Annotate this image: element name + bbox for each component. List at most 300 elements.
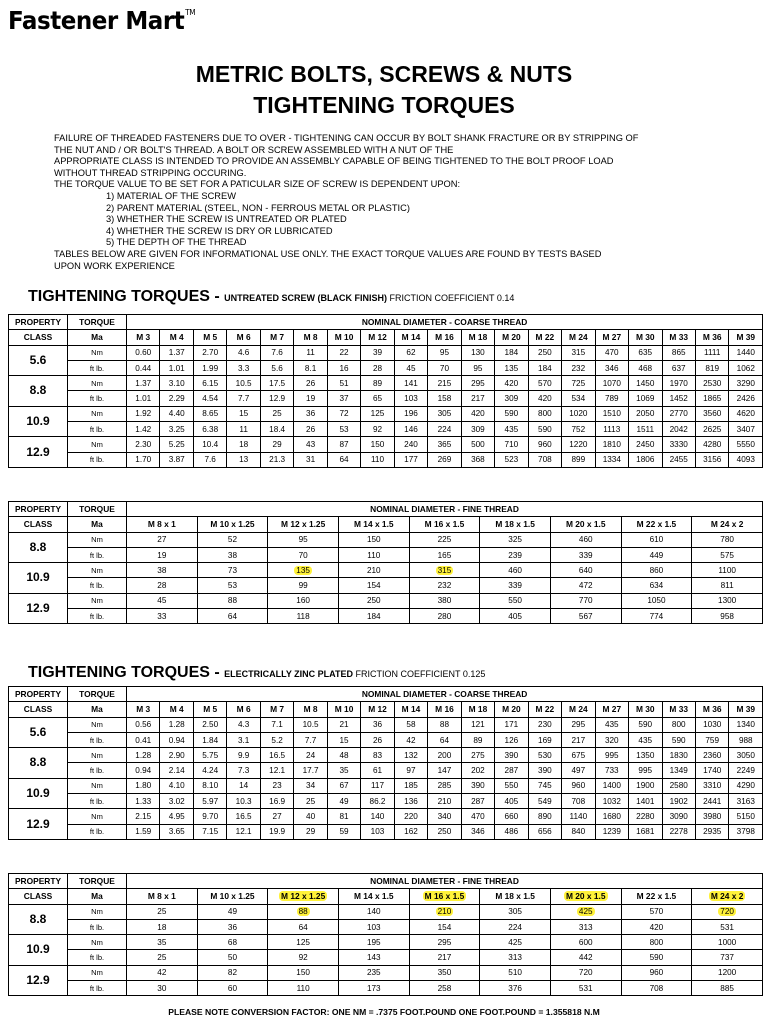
torque-value — [629, 824, 662, 839]
torque-value-text: 550 — [504, 781, 519, 791]
torque-value — [729, 763, 763, 778]
torque-value-text: 472 — [578, 581, 593, 591]
unit-label: Nm — [68, 563, 127, 578]
torque-value — [692, 919, 763, 934]
unit-label: Nm — [68, 532, 127, 547]
torque-value-text: 5.25 — [168, 440, 185, 450]
torque-value — [193, 345, 226, 360]
property-class: 5.6 — [9, 345, 68, 376]
torque-value — [193, 778, 226, 793]
torque-value — [461, 422, 494, 437]
torque-value-text: 40 — [306, 812, 316, 822]
torque-value-text: 33 — [157, 611, 167, 621]
torque-value-text: 1.37 — [168, 348, 185, 358]
table-row — [9, 547, 763, 562]
torque-value — [629, 732, 662, 747]
torque-value-text: 368 — [471, 455, 485, 465]
torque-value — [595, 778, 628, 793]
torque-value-text: 117 — [370, 781, 385, 791]
torque-value — [595, 748, 628, 763]
torque-value-text: 118 — [296, 611, 310, 621]
torque-value-text: 958 — [720, 611, 734, 621]
torque-value-text: 710 — [504, 440, 519, 450]
header-ma: Ma — [68, 517, 127, 532]
header-property: PROPERTY — [9, 315, 68, 330]
torque-value — [692, 904, 763, 919]
torque-value — [327, 406, 360, 421]
torque-value — [197, 935, 268, 950]
torque-value — [428, 452, 461, 467]
torque-value — [260, 717, 293, 732]
torque-value — [562, 809, 595, 824]
torque-value-text: 130 — [471, 348, 485, 358]
size-label: M 8 — [303, 703, 318, 714]
torque-value — [127, 406, 160, 421]
torque-value-text: 27 — [272, 812, 282, 822]
torque-value-text: 1680 — [602, 812, 621, 822]
torque-value-text: 460 — [578, 535, 593, 545]
size-header — [294, 330, 327, 345]
torque-value — [562, 732, 595, 747]
torque-value — [629, 422, 662, 437]
torque-value — [260, 345, 293, 360]
torque-value — [160, 732, 193, 747]
torque-value-text: 110 — [296, 983, 310, 993]
torque-value — [480, 950, 551, 965]
torque-value — [695, 422, 728, 437]
intro-line: THE NUT AND / OR BOLT'S THREAD. A BOLT OR SCREW ASSEMBLED WITH A NUT OF THE — [54, 144, 454, 155]
torque-value — [621, 950, 692, 965]
torque-value-text: 275 — [471, 750, 485, 760]
torque-value-text: 780 — [720, 535, 734, 545]
torque-value — [160, 391, 193, 406]
torque-value-text: 36 — [227, 922, 238, 932]
size-header — [662, 702, 695, 717]
torque-value-text: 549 — [538, 796, 552, 806]
torque-value — [621, 935, 692, 950]
torque-value-text: 865 — [671, 348, 686, 358]
torque-value-text: 5150 — [736, 812, 755, 822]
torque-value-text: 3798 — [736, 827, 755, 837]
torque-value-text: 287 — [471, 796, 485, 806]
table-row — [9, 437, 763, 452]
torque-value-text: 708 — [649, 983, 664, 993]
torque-value — [409, 904, 480, 919]
torque-value — [480, 919, 551, 934]
property-class: 8.8 — [9, 904, 68, 935]
torque-value — [361, 422, 394, 437]
torque-value-text: 531 — [720, 922, 734, 932]
torque-value — [662, 794, 695, 809]
torque-value-text: 4.3 — [237, 720, 250, 730]
torque-value-text: 95 — [298, 535, 308, 545]
torque-value-text: 51 — [339, 378, 349, 388]
size-header — [621, 889, 692, 904]
table-row — [9, 950, 763, 965]
torque-value — [692, 950, 763, 965]
torque-value — [268, 532, 339, 547]
torque-value-text: 7.15 — [202, 827, 219, 837]
torque-value-text: 103 — [404, 394, 418, 404]
torque-value-text: 30 — [157, 983, 167, 993]
torque-value-text: 250 — [366, 596, 381, 606]
torque-value-text: 4.10 — [168, 781, 185, 791]
property-class: 10.9 — [9, 778, 68, 809]
torque-value-text: 4.54 — [202, 394, 219, 404]
torque-value-text: 195 — [366, 937, 381, 947]
torque-value — [595, 376, 628, 391]
torque-value — [260, 794, 293, 809]
table-row — [9, 763, 763, 778]
size-label: M 16 — [435, 331, 454, 342]
intro-line: WITHOUT THREAD STRIPPING OCCURING. — [54, 167, 247, 178]
torque-value-text: 1.33 — [135, 796, 152, 806]
torque-value-text: 196 — [404, 409, 418, 419]
torque-value — [361, 778, 394, 793]
torque-value-text: 4620 — [736, 409, 755, 419]
torque-value-text: 575 — [720, 550, 734, 560]
size-header — [495, 330, 528, 345]
torque-value — [160, 437, 193, 452]
torque-value — [160, 824, 193, 839]
torque-value-text: 150 — [366, 535, 381, 545]
torque-value-text: 89 — [372, 378, 383, 388]
torque-value — [294, 732, 327, 747]
torque-value — [193, 422, 226, 437]
torque-value-text: 4.6 — [237, 348, 250, 358]
torque-value — [127, 452, 160, 467]
torque-value-text: 305 — [437, 409, 452, 419]
torque-value-text: 4.95 — [168, 812, 185, 822]
torque-value-text: 313 — [508, 953, 522, 963]
size-label: M 5 — [203, 331, 218, 342]
torque-value — [629, 763, 662, 778]
torque-value-text: 27 — [157, 535, 167, 545]
torque-value — [160, 360, 193, 375]
torque-value — [562, 778, 595, 793]
torque-value-text: 99 — [298, 581, 308, 591]
torque-value — [294, 437, 327, 452]
header-ma: Ma — [68, 702, 127, 717]
torque-value — [528, 437, 561, 452]
torque-value-text: 150 — [370, 440, 385, 450]
torque-value-text: 8.1 — [304, 363, 317, 373]
torque-value-text: 759 — [705, 735, 720, 745]
torque-value — [227, 794, 260, 809]
torque-value-text: 37 — [339, 394, 349, 404]
torque-value — [480, 904, 551, 919]
torque-value — [361, 824, 394, 839]
torque-value-text: 146 — [404, 424, 418, 434]
torque-value — [595, 794, 628, 809]
property-class: 5.6 — [9, 717, 68, 748]
torque-value — [327, 763, 360, 778]
torque-value — [260, 360, 293, 375]
torque-value — [461, 763, 494, 778]
torque-value — [729, 376, 763, 391]
size-label: M 8 x 1 — [147, 890, 176, 901]
torque-table-zinc-coarse — [8, 686, 763, 840]
torque-value — [461, 437, 494, 452]
torque-value — [409, 965, 480, 980]
torque-value — [127, 950, 198, 965]
torque-value — [729, 391, 763, 406]
torque-value-text: 25 — [306, 796, 316, 806]
size-header — [461, 330, 494, 345]
torque-value — [294, 717, 327, 732]
torque-value — [361, 748, 394, 763]
torque-value-text: 1300 — [718, 596, 737, 606]
page-title-line2: TIGHTENING TORQUES — [253, 92, 515, 118]
torque-value-text: 17.7 — [302, 766, 319, 776]
torque-value-text: 1.01 — [168, 363, 185, 373]
torque-value-text: 52 — [227, 535, 238, 545]
torque-value-text: 169 — [538, 735, 552, 745]
torque-value-text: 1401 — [636, 796, 655, 806]
torque-value — [338, 950, 409, 965]
torque-value-text: 18.4 — [269, 424, 286, 434]
torque-value-text: 3090 — [669, 812, 688, 822]
torque-value-text: 1000 — [718, 937, 737, 947]
torque-value-text: 590 — [504, 409, 519, 419]
torque-value — [480, 593, 551, 608]
torque-value-text: 800 — [671, 720, 686, 730]
table-row — [9, 748, 763, 763]
torque-value-text: 83 — [372, 750, 383, 760]
torque-value-text: 64 — [339, 455, 349, 465]
torque-value — [562, 824, 595, 839]
torque-value — [629, 437, 662, 452]
torque-value — [495, 406, 528, 421]
torque-value-text: 2426 — [736, 394, 755, 404]
torque-value — [562, 748, 595, 763]
size-header — [227, 702, 260, 717]
torque-value — [428, 376, 461, 391]
property-class: 12.9 — [9, 593, 68, 624]
size-label: M 14 x 1.5 — [354, 518, 394, 529]
torque-value — [227, 763, 260, 778]
torque-value — [528, 422, 561, 437]
torque-value — [127, 609, 198, 624]
torque-value — [327, 452, 360, 467]
torque-value — [662, 763, 695, 778]
torque-value — [692, 981, 763, 996]
torque-value-text: 121 — [471, 720, 485, 730]
size-label: M 16 — [435, 703, 454, 714]
torque-value-text: 405 — [504, 796, 519, 806]
torque-value-text: 0.56 — [135, 720, 152, 730]
torque-value-text: 50 — [227, 953, 238, 963]
intro-line: UPON WORK EXPERIENCE — [54, 260, 175, 271]
torque-table-untreated-fine — [8, 501, 763, 624]
torque-value-text: 23 — [272, 781, 282, 791]
conversion-note: PLEASE NOTE CONVERSION FACTOR: ONE NM = .7375 FOOT.POUND ONE FOOT.POUND = 1.355818 N.M — [168, 1007, 600, 1017]
torque-value-text: 147 — [437, 766, 452, 776]
torque-value — [227, 391, 260, 406]
torque-value — [629, 345, 662, 360]
size-header — [268, 517, 339, 532]
torque-value-text: 10.5 — [302, 720, 319, 730]
torque-value-text: 200 — [437, 750, 452, 760]
torque-value-text: 12.9 — [269, 394, 286, 404]
torque-value-text: 11 — [306, 348, 315, 358]
torque-value — [428, 809, 461, 824]
torque-value — [695, 763, 728, 778]
torque-value — [327, 345, 360, 360]
torque-value — [338, 609, 409, 624]
torque-value-text: 1200 — [718, 968, 737, 978]
torque-value — [550, 950, 621, 965]
torque-value — [268, 919, 339, 934]
torque-value — [562, 452, 595, 467]
torque-value-text: 28 — [372, 363, 383, 373]
torque-value — [327, 391, 360, 406]
torque-value-text: 34 — [306, 781, 316, 791]
torque-value-text: 89 — [473, 735, 483, 745]
torque-value — [127, 437, 160, 452]
torque-value — [550, 593, 621, 608]
size-label: M 6 — [236, 703, 251, 714]
torque-value-text: 3.10 — [168, 378, 185, 388]
torque-value-text: 12.1 — [235, 827, 252, 837]
torque-value-text: 420 — [504, 378, 519, 388]
torque-value-text: 3.25 — [168, 424, 185, 434]
torque-value-text: 53 — [227, 581, 238, 591]
torque-value — [629, 778, 662, 793]
torque-value — [361, 794, 394, 809]
torque-value — [595, 763, 628, 778]
intro-line: TABLES BELOW ARE GIVEN FOR INFORMATIONAL USE ONLY. THE EXACT TORQUE VALUES ARE FOUND BY TESTS BASED — [54, 248, 602, 259]
size-label: M 20 — [502, 331, 521, 342]
torque-value-text: 315 — [437, 565, 452, 575]
torque-value — [260, 778, 293, 793]
torque-value — [227, 452, 260, 467]
torque-value — [692, 563, 763, 578]
size-label: M 30 — [635, 703, 655, 714]
torque-value-text: 510 — [508, 968, 522, 978]
torque-value-text: 4.24 — [202, 766, 219, 776]
unit-label: Nm — [68, 935, 127, 950]
torque-value — [193, 717, 226, 732]
torque-value-text: 720 — [578, 968, 593, 978]
torque-value — [160, 376, 193, 391]
torque-value-text: 819 — [705, 363, 720, 373]
torque-value-text: 305 — [508, 907, 522, 917]
header-nominal-diameter: NOMINAL DIAMETER - COARSE THREAD — [127, 687, 763, 702]
torque-value — [480, 532, 551, 547]
torque-value-text: 12.1 — [269, 766, 286, 776]
size-label: M 33 — [669, 703, 689, 714]
torque-value-text: 1510 — [602, 409, 621, 419]
torque-value — [528, 748, 561, 763]
size-header — [562, 702, 595, 717]
torque-value — [729, 824, 763, 839]
torque-value — [394, 406, 427, 421]
torque-value-text: 232 — [437, 581, 452, 591]
torque-value — [268, 609, 339, 624]
size-header — [268, 889, 339, 904]
torque-value — [480, 563, 551, 578]
header-torque: TORQUE — [68, 874, 127, 889]
torque-value — [495, 422, 528, 437]
header-nominal-diameter: NOMINAL DIAMETER - FINE THREAD — [127, 502, 763, 517]
torque-value — [294, 422, 327, 437]
torque-value — [338, 919, 409, 934]
torque-value-text: 21 — [339, 720, 349, 730]
torque-value — [394, 778, 427, 793]
torque-value — [629, 391, 662, 406]
table-row — [9, 981, 763, 996]
torque-value — [695, 391, 728, 406]
torque-value — [227, 748, 260, 763]
torque-value — [495, 437, 528, 452]
torque-value-text: 35 — [157, 937, 167, 947]
torque-value — [692, 578, 763, 593]
torque-value-text: 220 — [404, 812, 418, 822]
torque-value — [394, 345, 427, 360]
torque-value-text: 1349 — [669, 766, 688, 776]
torque-value — [127, 809, 160, 824]
torque-value-text: 65 — [372, 394, 383, 404]
torque-value — [621, 532, 692, 547]
torque-value — [361, 391, 394, 406]
torque-value — [338, 965, 409, 980]
torque-value — [595, 824, 628, 839]
torque-value-text: 19.9 — [269, 827, 286, 837]
torque-value — [227, 717, 260, 732]
torque-value — [550, 578, 621, 593]
torque-value — [338, 904, 409, 919]
torque-value-text: 11 — [239, 424, 248, 434]
torque-value — [692, 547, 763, 562]
torque-value-text: 2278 — [669, 827, 688, 837]
unit-label: Nm — [68, 748, 127, 763]
header-torque: TORQUE — [68, 315, 127, 330]
torque-value-text: 7.6 — [204, 455, 216, 465]
torque-value — [268, 593, 339, 608]
size-header — [692, 889, 763, 904]
torque-value — [480, 578, 551, 593]
torque-value-text: 210 — [437, 907, 452, 917]
torque-value — [160, 345, 193, 360]
torque-value — [495, 360, 528, 375]
torque-value — [193, 732, 226, 747]
torque-value — [361, 345, 394, 360]
torque-value-text: 88 — [439, 720, 449, 730]
torque-value-text: 3156 — [703, 455, 722, 465]
torque-value-text: 295 — [571, 720, 586, 730]
torque-value — [695, 732, 728, 747]
torque-value-text: 173 — [366, 983, 381, 993]
torque-value — [127, 547, 198, 562]
torque-value-text: 840 — [571, 827, 586, 837]
torque-value-text: 3.02 — [168, 796, 185, 806]
torque-value-text: 1440 — [736, 348, 755, 358]
torque-value — [629, 452, 662, 467]
torque-value — [338, 981, 409, 996]
torque-value — [268, 965, 339, 980]
torque-value-text: 250 — [437, 827, 452, 837]
torque-value — [294, 391, 327, 406]
torque-value-text: 346 — [471, 827, 485, 837]
torque-value — [394, 824, 427, 839]
torque-value-text: 235 — [366, 968, 381, 978]
unit-label: ft lb. — [68, 360, 127, 375]
torque-value — [409, 547, 480, 562]
size-label: M 39 — [736, 331, 756, 342]
torque-value-text: 9.9 — [237, 750, 250, 760]
section-heading-zinc: TIGHTENING TORQUES - ELECTRICALLY ZINC PLATED FRICTION COEFFICIENT 0.125 — [28, 664, 486, 681]
